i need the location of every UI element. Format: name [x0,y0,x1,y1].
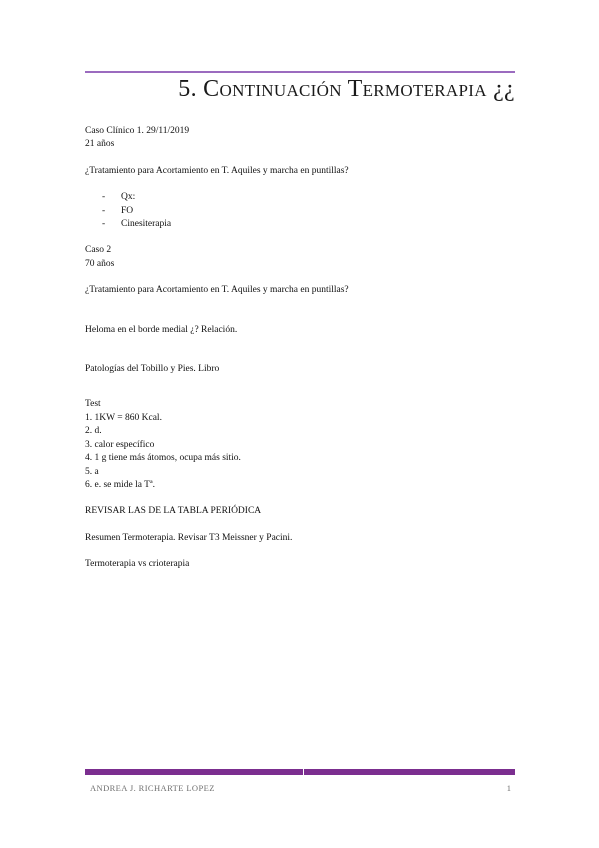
heloma-note: Heloma en el borde medial ¿? Relación. [85,324,238,335]
caso1-title: Caso Clínico 1. 29/11/2019 [85,126,190,136]
test-item: 2. d. [85,426,102,437]
resumen-note: Resumen Termoterapia. Revisar T3 Meissner y Pacini. [85,532,293,543]
dash-bullet-icon: - [102,192,106,203]
page-number: 1 [506,783,511,793]
test-item: 5. a [85,466,99,477]
test-item: 6. e. se mide la Tª. [85,479,155,490]
footer-author: ANDREA J. RICHARTE LOPEZ [90,783,215,793]
termo-vs-crio-note: Termoterapia vs crioterapia [85,559,190,570]
dash-bullet-icon: - [102,205,106,216]
patologias-note: Patologías del Tobillo y Pies. Libro [85,364,220,375]
list-item [85,205,515,218]
document-body [85,125,515,572]
footer-bar [85,769,515,775]
dash-bullet-icon: - [102,219,106,230]
footer-bar-divider [303,769,304,775]
revisar-note: REVISAR LAS DE LA TABLA PERIÓDICA [85,506,262,517]
header-rule [85,71,515,73]
list-item [85,191,515,204]
test-item: 1. 1KW = 860 Kcal. [85,412,162,423]
caso1-age: 21 años [85,139,115,150]
test-item: 4. 1 g tiene más átomos, ocupa más sitio. [85,453,241,464]
caso2-age: 70 años [85,258,115,269]
caso1-question: ¿Tratamiento para Acortamiento en T. Aquiles y marcha en puntillas? [85,165,349,176]
caso2-question: ¿Tratamiento para Acortamiento en T. Aquiles y marcha en puntillas? [85,285,349,296]
test-title: Test [85,399,101,410]
caso2-title: Caso 2 [85,245,112,256]
test-item: 3. calor específico [85,439,155,450]
list-item-label: Cinesiterapia [121,219,172,230]
list-item [85,218,515,231]
list-item-label: Qx: [121,192,136,203]
list-item-label: FO [121,205,134,216]
treatment-list [85,191,515,231]
page-title: 5. Continuación Termoterapia ¿¿ [178,76,515,102]
